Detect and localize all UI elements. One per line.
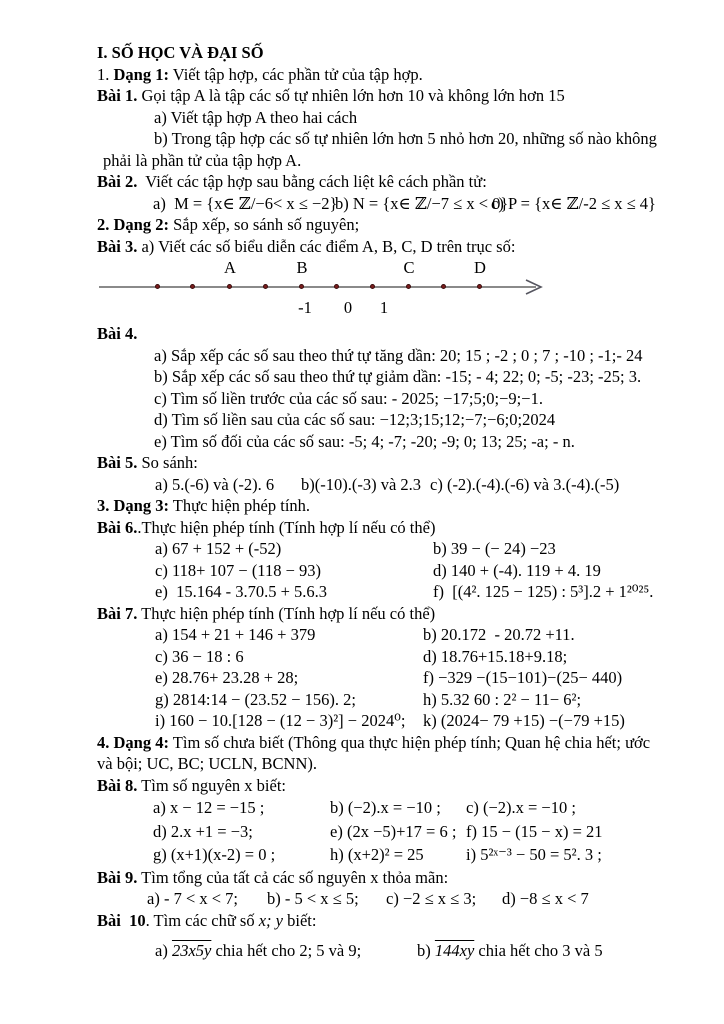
bai3-heading xyxy=(97,236,694,258)
bai4-item-b: b) Sắp xếp các số sau theo thứ tự giảm dần: -15; - 4; 22; 0; -5; -23; -25; 3. xyxy=(154,367,642,386)
bai7-label: Bài 7. xyxy=(97,603,138,623)
numberline-dot xyxy=(227,284,232,289)
number-line-diagram xyxy=(97,257,694,323)
bai7-item: i) 160 − 10.[128 − (12 − 3)²] − 2024⁰; xyxy=(155,711,406,730)
bai6-item: c) 118+ 107 − (118 − 93) xyxy=(155,560,321,580)
bai8-text: Tìm số nguyên x biết: xyxy=(137,775,286,795)
dang3-text: Thực hiện phép tính. xyxy=(168,496,311,515)
numberline-dot xyxy=(406,284,411,289)
bai10-items-row xyxy=(97,940,694,962)
dang4-heading xyxy=(97,732,694,754)
bai5-items-row xyxy=(97,474,694,496)
bai10-item-b-text: chia hết cho 3 và 5 xyxy=(474,941,603,960)
numberline-dot xyxy=(441,284,446,289)
bai9-label: Bài 9. xyxy=(97,867,138,887)
bai2-text: Viết các tập hợp sau bằng cách liệt kê cách phần tử: xyxy=(137,172,487,191)
bai10-variables: x; y xyxy=(258,910,283,930)
dang2-text: Sắp xếp, so sánh số nguyên; xyxy=(168,215,360,234)
bai8-item: i) 5²ˣ⁻³ − 50 = 5². 3 ; xyxy=(466,845,602,864)
bai7-row xyxy=(97,689,694,711)
bai2-item-b: b) N = {x∈ ℤ/−7 ≤ x < 0} xyxy=(335,193,509,213)
bai2-item-c: c) P = {x∈ ℤ/-2 ≤ x ≤ 4} xyxy=(491,193,656,213)
numberline-tick-label: 0 xyxy=(343,298,353,317)
numberline-dot xyxy=(334,284,339,289)
bai7-item: e) 28.76+ 23.28 + 28; xyxy=(155,668,299,687)
bai8-row xyxy=(97,796,694,820)
bai6-label: Bài 6. xyxy=(97,517,138,537)
bai9-heading xyxy=(97,867,694,889)
bai8-item: c) (−2).x = −10 ; xyxy=(466,798,576,817)
bai6-heading xyxy=(97,517,694,539)
bai9-item: b) - 5 < x ≤ 5; xyxy=(267,889,359,908)
numberline-dot xyxy=(370,284,375,289)
bai8-heading xyxy=(97,775,694,797)
dang1-text: Viết tập hợp, các phần tử của tập hợp. xyxy=(168,64,423,84)
bai1-item-b: b) Trong tập hợp các số tự nhiên lớn hơn 5 nhỏ hơn 20, những số nào không xyxy=(154,129,657,148)
bai8-item: b) (−2).x = −10 ; xyxy=(330,798,441,817)
numberline-dot xyxy=(263,284,268,289)
bai9-text: Tìm tổng của tất cả các số nguyên x thỏa mãn: xyxy=(137,867,449,887)
bai6-item: e) 15.164 - 3.70.5 + 5.6.3 xyxy=(155,582,327,601)
bai10-text-end: biết: xyxy=(282,910,317,930)
bai1-label: Bài 1. xyxy=(97,86,138,105)
bai6-row xyxy=(97,560,694,582)
bai10-item-a xyxy=(155,940,417,962)
bai3-text: a) Viết các số biểu diễn các điểm A, B, C, D trên trục số: xyxy=(137,236,516,256)
bai9-item: c) −2 ≤ x ≤ 3; xyxy=(386,889,477,908)
numberline-point-label: B xyxy=(296,258,308,277)
bai2-items-row xyxy=(97,193,694,215)
bai8-item: e) (2x −5)+17 = 6 ; xyxy=(330,821,457,841)
bai7-item: c) 36 − 18 : 6 xyxy=(155,646,244,666)
bai4-label: Bài 4. xyxy=(97,324,138,343)
dang4-label: 4. Dạng 4: xyxy=(97,732,169,752)
bai7-item: b) 20.172 - 20.72 +11. xyxy=(423,625,575,644)
dang3-heading xyxy=(97,495,694,517)
bai7-row xyxy=(97,624,694,646)
bai10-item-b xyxy=(417,940,603,962)
numberline-point-label: A xyxy=(224,258,236,277)
numberline-tick-label: 1 xyxy=(379,298,389,317)
numberline-dot xyxy=(299,284,304,289)
bai7-row xyxy=(97,667,694,689)
bai10-label: Bài 10 xyxy=(97,910,146,930)
bai5-item-b: b)(-10).(-3) và 2.3 xyxy=(301,474,422,494)
bai7-text: Thực hiện phép tính (Tính hợp lí nếu có thể) xyxy=(137,603,436,623)
bai1-item-b-cont: phải là phần tử của tập hợp A. xyxy=(103,150,302,170)
bai10-item-b-number: 144xy xyxy=(434,941,475,960)
bai10-item-a-prefix: a) xyxy=(155,941,172,960)
bai7-item: g) 2814:14 − (23.52 − 156). 2; xyxy=(155,689,357,709)
dang2-label: 2. Dạng 2: xyxy=(97,215,169,234)
bai1-heading xyxy=(97,85,694,107)
dang2-heading xyxy=(97,214,694,236)
bai4-item-e: e) Tìm số đối của các số sau: -5; 4; -7; -20; -9; 0; 13; 25; -a; - n. xyxy=(154,431,575,451)
bai3-label: Bài 3. xyxy=(97,236,138,256)
bai10-text: . Tìm các chữ số xyxy=(145,910,259,930)
bai8-item: d) 2.x +1 = −3; xyxy=(153,821,253,841)
numberline-dot xyxy=(477,284,482,289)
bai2-heading xyxy=(97,171,694,193)
dang1-label: Dạng 1: xyxy=(113,64,169,84)
bai5-heading xyxy=(97,452,694,474)
bai9-item: a) - 7 < x < 7; xyxy=(147,889,239,908)
bai8-label: Bài 8. xyxy=(97,775,138,795)
bai10-item-a-number: 23x5y xyxy=(171,941,212,960)
numberline-axis xyxy=(99,286,536,288)
bai5-item-c: c) (-2).(-4).(-6) và 3.(-4).(-5) xyxy=(430,474,620,494)
bai7-row xyxy=(97,710,694,732)
numberline-dot xyxy=(190,284,195,289)
section-heading: I. SỐ HỌC VÀ ĐẠI SỐ xyxy=(97,43,264,62)
bai8-item: a) x − 12 = −15 ; xyxy=(153,798,265,817)
bai1-item-a: a) Viết tập hợp A theo hai cách xyxy=(154,107,358,127)
bai7-item: h) 5.32 60 : 2² − 11− 6²; xyxy=(423,689,582,709)
bai6-item: b) 39 − (− 24) −23 xyxy=(433,539,556,558)
bai7-item: a) 154 + 21 + 146 + 379 xyxy=(155,625,316,644)
bai5-text: So sánh: xyxy=(137,453,198,472)
bai7-row xyxy=(97,646,694,668)
bai2-label: Bài 2. xyxy=(97,172,138,191)
bai2-item-a: a) M = {x∈ ℤ/−6< x ≤ −2} xyxy=(153,193,338,213)
bai7-heading xyxy=(97,603,694,625)
bai4-item-c: c) Tìm số liền trước của các số sau: - 2025; −17;5;0;−9;−1. xyxy=(154,388,543,408)
bai8-row xyxy=(97,843,694,867)
bai8-row xyxy=(97,820,694,844)
bai6-row xyxy=(97,581,694,603)
bai6-item: f) [(4². 125 − 125) : 5³].2 + 1²⁰²⁵. xyxy=(433,582,654,601)
bai5-label: Bài 5. xyxy=(97,453,138,472)
bai8-item: g) (x+1)(x-2) = 0 ; xyxy=(153,845,276,864)
bai8-item: h) (x+2)² = 25 xyxy=(330,845,424,864)
numberline-tick-label: -1 xyxy=(298,298,312,317)
dang4-text: Tìm số chưa biết (Thông qua thực hiện phép tính; Quan hệ chia hết; ước xyxy=(168,732,651,752)
bai4-item-a: a) Sắp xếp các số sau theo thứ tự tăng dần: 20; 15 ; -2 ; 0 ; 7 ; -10 ; -1;- 24 xyxy=(154,345,643,365)
bai1-text: Gọi tập A là tập các số tự nhiên lớn hơn 10 và không lớn hơn 15 xyxy=(137,86,565,105)
numberline-point-label: C xyxy=(403,258,415,277)
bai10-item-a-text: chia hết cho 2; 5 và 9; xyxy=(211,941,362,960)
bai10-heading xyxy=(97,910,694,932)
numberline-point-label: D xyxy=(474,258,486,277)
bai5-item-a: a) 5.(-6) và (-2). 6 xyxy=(155,474,275,494)
dang1-heading xyxy=(97,64,694,86)
bai8-item: f) 15 − (15 − x) = 21 xyxy=(466,821,603,841)
bai7-item: d) 18.76+15.18+9.18; xyxy=(423,646,568,666)
bai4-item-d: d) Tìm số liền sau của các số sau: −12;3;15;12;−7;−6;0;2024 xyxy=(154,410,556,429)
bai6-row xyxy=(97,538,694,560)
bai9-items-row xyxy=(97,888,694,910)
bai6-item: d) 140 + (-4). 119 + 4. 19 xyxy=(433,560,601,580)
bai10-item-b-prefix: b) xyxy=(417,941,435,960)
arrow-right-icon xyxy=(523,278,545,296)
bai6-item: a) 67 + 152 + (-52) xyxy=(155,539,282,558)
numberline-dot xyxy=(155,284,160,289)
dang4-heading-cont: và bội; UC, BC; UCLN, BCNN). xyxy=(97,754,318,773)
bai9-item: d) −8 ≤ x < 7 xyxy=(502,889,589,908)
dang1-number: 1. xyxy=(97,64,114,84)
bai7-item: k) (2024− 79 +15) −(−79 +15) xyxy=(423,711,625,730)
bai7-item: f) −329 −(15−101)−(25− 440) xyxy=(423,668,623,687)
bai6-text: .Thực hiện phép tính (Tính hợp lí nếu có thể) xyxy=(137,517,436,537)
dang3-label: 3. Dạng 3: xyxy=(97,496,169,515)
